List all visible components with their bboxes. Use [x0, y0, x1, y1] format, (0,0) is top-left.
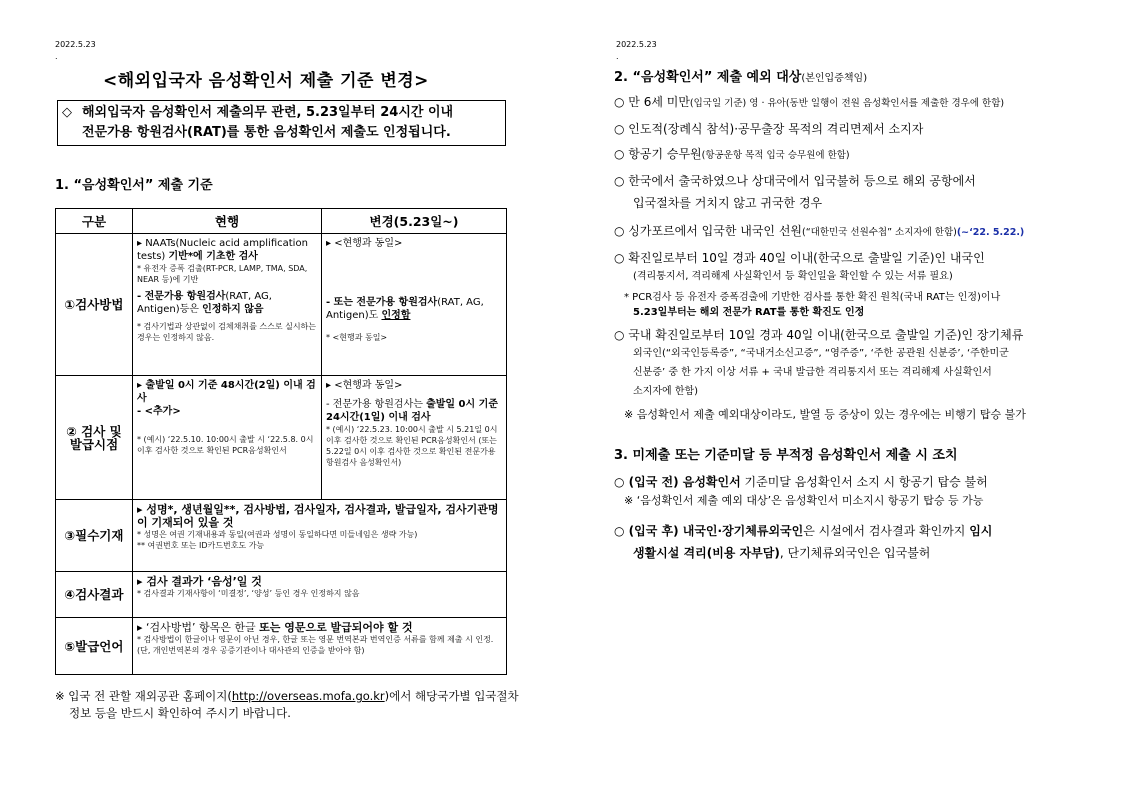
text-bold: - <추가> — [137, 406, 181, 417]
list-item — [614, 520, 1084, 542]
text-bold: ○ (입국 후) 내국인·장기체류외국인 — [614, 524, 804, 538]
text: 은 시설에서 검사결과 확인까지 — [803, 524, 970, 538]
table-row — [56, 500, 507, 572]
text: ▸ <현행과 동일> — [326, 380, 403, 391]
table-row — [56, 376, 507, 500]
section1-title: 1. “음성확인서” 제출 기준 — [55, 178, 213, 193]
list-item: ○ 인도적(장례식 참석)·공무출장 목적의 격리면제서 소지자 — [614, 122, 924, 136]
right-content — [614, 66, 1084, 564]
notice-line-1: 해외입국자 음성확인서 제출의무 관련, 5.23일부터 24시간 이내 — [82, 105, 454, 120]
cell-current-method — [133, 234, 322, 376]
table-header-row — [56, 209, 507, 234]
text: ○ 항공기 승무원 — [614, 147, 702, 161]
reference-mark: ※ — [55, 689, 65, 703]
left-date: 2022.5.23 — [55, 40, 96, 49]
exception-note: ※ 음성확인서 제출 예외대상이라도, 발열 등 증상이 있는 경우에는 비행기 탑승 불가 — [624, 408, 1026, 421]
list-item: ○ 확진일로부터 10일 경과 40일 이내(한국으로 출발일 기준)인 내국인 — [614, 251, 985, 265]
text: - 전문가용 항원검사는 — [326, 399, 427, 410]
list-item — [614, 143, 1084, 167]
criteria-table — [55, 208, 507, 675]
left-dot: . — [55, 52, 58, 61]
text: 정보 등을 반드시 확인하여 주시기 바랍니다. — [69, 706, 291, 720]
cell-changed-timing — [322, 376, 507, 500]
row-label-language: ⑤발급언어 — [56, 618, 133, 675]
cell-language — [133, 618, 507, 675]
right-date: 2022.5.23 — [616, 40, 657, 49]
list-item-continued — [633, 542, 1084, 564]
text: )에서 해당국가별 입국절차 — [384, 689, 519, 703]
note: * 검사방법이 한글이나 영문이 아닌 경우, 한글 또는 영문 번역본과 번역인증 서류를 함께 제출 시 인정. (단, 개인번역본의 경우 공증기관이나 대사관의 인증을 받아야 함) — [137, 635, 494, 655]
page-title: <해외입국자 음성확인서 제출 기준 변경> — [103, 71, 429, 91]
list-item — [614, 471, 1084, 493]
note: ※ ‘음성확인서 제출 예외 대상’은 음성확인서 미소지시 항공기 탑승 등 가능 — [624, 494, 984, 507]
text: ○ 만 6세 미만 — [614, 95, 690, 109]
label-line: 발급시점 — [69, 436, 119, 452]
list-item-continued: (격리통지서, 격리해제 사실확인서 등 확인일을 확인할 수 있는 서류 필요) — [633, 271, 953, 282]
text: (RAT, AG, Antigen)도 — [326, 297, 484, 321]
embassy-link[interactable]: http://overseas.mofa.go.kr — [231, 689, 385, 703]
cell-result — [133, 572, 507, 618]
text-bold: 인정하지 않음 — [202, 304, 264, 315]
list-item: ○ 한국에서 출국하였으나 상대국에서 입국불허 등으로 해외 공항에서 — [614, 174, 976, 188]
text-bold: - 전문가용 항원검사 — [137, 291, 226, 302]
footnote — [55, 688, 525, 722]
note: * 성명은 여권 기재내용과 동일(여권과 성명이 동일하다면 미들네임은 생략 가능) — [137, 530, 418, 539]
section2-title — [614, 66, 1084, 85]
table-row — [56, 618, 507, 675]
label-line: ② 검사 및 — [66, 423, 122, 439]
list-item — [614, 91, 1084, 115]
text-bold: ○ (입국 전) 음성확인서 — [614, 475, 741, 489]
list-item-continued: 외국인(“외국인등록증”, “국내거소신고증”, “영주증”, ‘주한 공관원 신분증’, ‘주한미군 — [633, 348, 1009, 359]
text: , 단기체류외국인은 입국불허 — [779, 546, 931, 560]
text: ▸ ‘검사방법’ 항목은 한글 — [137, 621, 260, 634]
row-label-method: ①검사방법 — [56, 234, 133, 376]
note: ** 여권번호 또는 ID카드번호도 가능 — [137, 541, 265, 550]
text-bold: 기반*에 기초한 검사 — [168, 251, 258, 262]
section3-title: 3. 미제출 또는 기준미달 등 부적정 음성확인서 제출 시 조치 — [614, 448, 958, 463]
text-bold: ▸ 성명*, 생년월일**, 검사방법, 검사일자, 검사결과, 발급일자, 검사기관명이 기재되어 있을 것 — [137, 503, 499, 529]
text-bold: 출발일 0시 기준 24시간(1일) 이내 검사 — [326, 399, 498, 423]
text: (본인입증책임) — [801, 73, 868, 84]
row-label-timing — [56, 376, 133, 500]
note: * 검사결과 기재사항이 ‘미결정’, ‘양성’ 등인 경우 인정하지 않음 — [137, 589, 360, 598]
text: (입국일 기준) 영 · 유아(동반 일행이 전원 음성확인서를 제출한 경우에 한함) — [689, 98, 1005, 109]
diamond-icon: ◇ — [62, 105, 72, 120]
text-bold: - 또는 전문가용 항원검사 — [326, 297, 438, 308]
text-bold: 생활시설 격리(비용 자부담) — [633, 546, 780, 560]
row-label-required: ③필수기재 — [56, 500, 133, 572]
note: * 검사기법과 상관없이 검체채취를 스스로 실시하는 경우는 인정하지 않음. — [137, 322, 317, 342]
text: (“대한민국 선원수첩” 소지자에 한함) — [802, 227, 957, 238]
header-current: 현행 — [133, 209, 322, 234]
list-item-continued: 소지자에 한함) — [633, 386, 699, 397]
text-bold: ▸ 출발일 0시 기준 48시간(2일) 이내 검사 — [137, 380, 316, 404]
note: * <현행과 동일> — [326, 333, 388, 342]
note: * (예시) ‘22.5.10. 10:00시 출발 시 ‘22.5.8. 0시 이후 검사한 것으로 확인된 PCR음성확인서 — [137, 435, 314, 455]
text: ○ 싱가포르에서 입국한 내국인 선원 — [614, 224, 803, 238]
list-item: ○ 국내 확진일로부터 10일 경과 40일 이내(한국으로 출발일 기준)인 장기체류 — [614, 328, 1024, 342]
text: (RAT, AG, Antigen)등은 — [137, 291, 272, 315]
text: ▸ NAATs(Nucleic acid amplification tests) — [137, 238, 308, 262]
text-bold: 인정함 — [381, 310, 411, 321]
table-row — [56, 234, 507, 376]
text: (항공운항 목적 입국 승무원에 한함) — [701, 150, 850, 161]
table-row — [56, 572, 507, 618]
notice-line-2: 전문가용 항원검사(RAT)를 통한 음성확인서 제출도 인정됩니다. — [82, 125, 451, 140]
list-item — [614, 220, 1084, 244]
text-bold: ▸ 검사 결과가 ‘음성’일 것 — [137, 575, 262, 588]
cell-changed-method — [322, 234, 507, 376]
row-label-result: ④검사결과 — [56, 572, 133, 618]
header-changed: 변경(5.23일~) — [322, 209, 507, 234]
list-item-continued: 신분증’ 중 한 가지 이상 서류 + 국내 발급한 격리통지서 또는 격리해제 사실확인서 — [633, 367, 992, 378]
text: 입국 전 관할 재외공관 홈페이지( — [68, 689, 232, 703]
text-bold: 또는 영문으로 발급되어야 할 것 — [259, 621, 413, 634]
text: ▸ <현행과 동일> — [326, 238, 403, 249]
right-dot: . — [616, 52, 619, 61]
cell-current-timing — [133, 376, 322, 500]
text-bold: 임시 — [969, 524, 993, 538]
header-category: 구분 — [56, 209, 133, 234]
notice-box — [57, 100, 506, 146]
cell-required — [133, 500, 507, 572]
text-bold: 2. “음성확인서” 제출 예외 대상 — [614, 70, 802, 85]
note: * 유전자 증폭 검출(RT-PCR, LAMP, TMA, SDA, NEAR 등)에 기반 — [137, 264, 308, 284]
text: 기준미달 음성확인서 소지 시 항공기 탑승 불허 — [740, 475, 988, 489]
note: * (예시) ‘22.5.23. 10:00시 출발 시 5.21일 0시 이후 검사한 것으로 확인된 PCR음성확인서 (또는 5.22일 0시 이후 검사한 것으로 확인된 전문가용 항원검사 음성확인서) — [326, 425, 498, 467]
text-bold: (~‘22. 5.22.) — [956, 227, 1025, 238]
pcr-note-bold: 5.23일부터는 해외 전문가 RAT를 통한 확진도 인정 — [633, 307, 865, 318]
list-item-continued: 입국절차를 거치지 않고 귀국한 경우 — [633, 196, 823, 210]
pcr-note: * PCR검사 등 유전자 증폭검출에 기반한 검사를 통한 확진 원칙(국내 RAT는 인정)이나 — [624, 292, 1001, 303]
